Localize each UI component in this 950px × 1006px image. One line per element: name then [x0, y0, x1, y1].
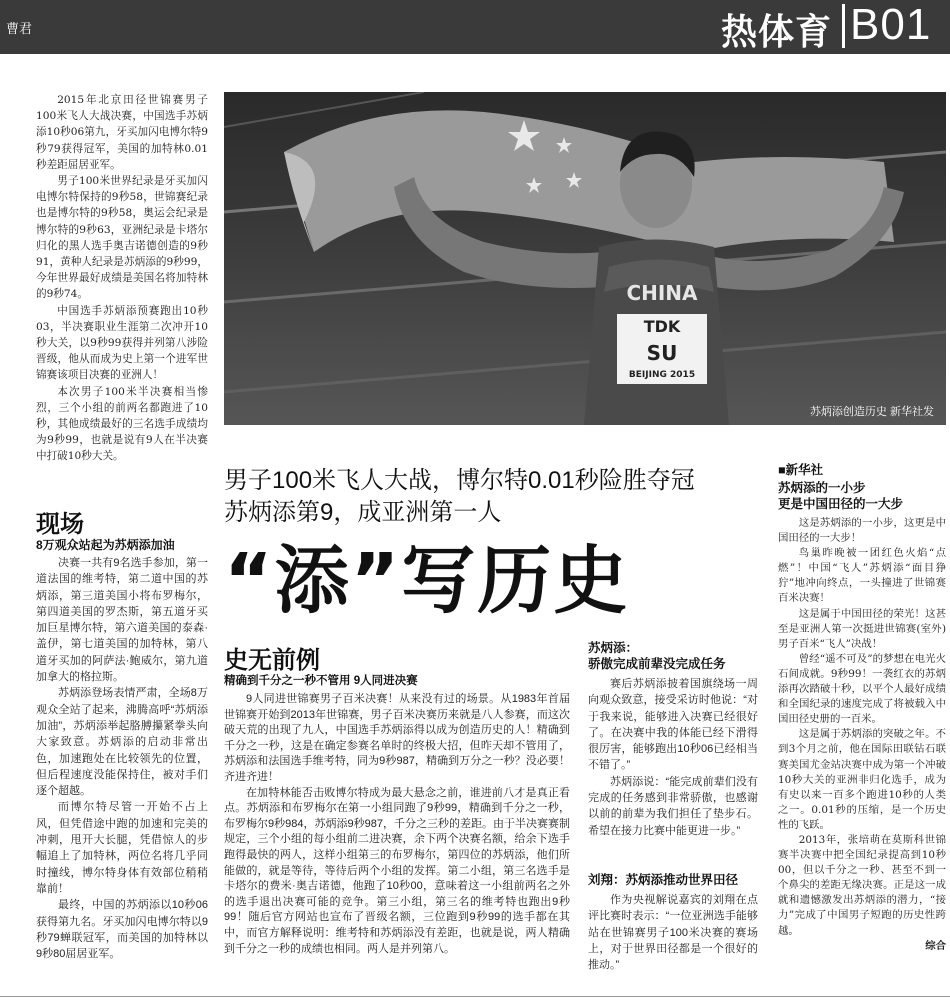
xinhua-para: 这是属于中国田径的荣光！这甚至是亚洲人第一次挺进世锦赛(室外)男子百米“飞人”决战！ [778, 607, 946, 650]
news-photo [224, 92, 946, 425]
bib-sponsor: TDK [643, 317, 681, 336]
xinhua-para: 鸟巢昨晚被一团红色火焰“点燃”！中国“飞人”苏炳添“面目狰狞”地冲向终点，一头撞进了世锦赛百米决赛！ [778, 547, 946, 605]
left-intro-column [36, 92, 208, 465]
su-para: 赛后苏炳添披着国旗绕场一周向观众致意，接受采访时他说：“对于我来说，能够进入决赛已经很好了。在决赛中我的体能已经下滑得很厉害，能够跑出10秒06已经相当不错了。” [588, 678, 758, 772]
xinhua-para: 这是苏炳添的一小步，这更是中国田径的一大步！ [778, 517, 946, 545]
section-title: 热体育 [720, 12, 832, 53]
intro-para: 中国选手苏炳添预赛跑出10秒03，半决赛职业生涯第二次冲开10秒大关，以9秒99获得并列第八涉险晋级，他从而成为史上第一个进军世锦赛该项目决赛的亚洲人！ [36, 304, 208, 382]
xinhua-tag: ■新华社 [778, 463, 824, 477]
scene-para: 而博尔特尽管一开始不占上风，但凭借途中跑的加速和完美的冲刺，甩开大长腿，凭借惊人的步幅追上了加特林，两位名将几乎同时撞线，博尔特身体有效部位稍稍靠前！ [36, 801, 208, 895]
scene-para: 决赛一共有9名选手参加，第一道法国的维考特，第二道中国的苏炳添，第三道美国小将布罗梅尔，第四道美国的罗杰斯，第五道牙买加巨星博尔特，第六道美国的泰森·盖伊，第七道美国的加特林，第八道牙买加的阿萨法·鲍威尔，第九道加拿大的格拉斯。 [36, 557, 208, 684]
liu-para: 作为央视解说嘉宾的刘翔在点评比赛时表示：“一位亚洲选手能够站在世锦赛男子100米决赛的赛场上，对于世界田径都是一个很好的推动。” [588, 894, 758, 972]
athlete-photo-illustration [224, 92, 946, 425]
history-para: 9人同进世锦赛男子百米决赛！从来没有过的场景。从1983年首届世锦赛开始到2013年世锦赛，男子百米决赛历来就是八人参赛，而这次破天荒的出现了九人，中国选手苏炳添得以成为创造历史的人！精确到千分之一秒，这是在确定参赛名单时的终极大招，但昨天却不管用了，苏炳添和法国选手维考特，同为9秒987，精确到万分之一秒？没必要！齐进齐进！ [224, 693, 570, 783]
header-separator [842, 4, 845, 48]
jersey-country: CHINA [626, 281, 698, 305]
headline-kicker-2: 苏炳添第9，成亚洲第一人 [224, 499, 502, 526]
main-headline: “添”写历史 [224, 538, 630, 624]
scene-para: 最终，中国的苏炳添以10秒06获得第九名。牙买加闪电博尔特以9秒79蝉联冠军，而美国的加特林以9秒80屈居亚军。 [36, 899, 208, 961]
bib-name: SU [646, 341, 678, 365]
su-body [588, 676, 758, 839]
history-para: 在加特林能否击败博尔特成为最大悬念之前，谁进前八才是真正看点。苏炳添和布罗梅尔在第一小组同跑了9秒99，精确到千分之一秒，布罗梅尔9秒984，苏炳添9秒987，千分之三秒的差距。由于半决赛赛制规定，三个小组的每小组前二进决赛，余下两个决赛名额，给余下选手跑得最快的两人，这样小组第三的布罗梅尔，第四位的苏炳添，他们所能做的，就是等待，等待后两个小组的发挥。第二小组，第三名选手是卡塔尔的费米·奥吉诺德，他跑了10秒00，意味着这一小组前两名之外的选手退出决赛可能的竞争。第三小组，第三名的维考特也跑出9秒99！随后官方网站也宣布了晋级名额，三位跑到9秒99的选手都在其中，而官方解释说明：维考特和苏炳添没有差距，也就是说，两人精确到千分之一秒的成绩也相同。两人是并列第八。 [224, 786, 570, 955]
history-subtitle: 精确到千分之一秒不管用 9人同进决赛 [224, 675, 418, 687]
scene-para: 苏炳添登场表情严肃，全场8万观众全站了起来，沸腾高呼“苏炳添加油”，苏炳添举起胳膊攥紧拳头向大家致意。苏炳添的启动非常出色，加速跑处在比较领先的位置，但后程速度没能保持住，被对手们逐个超越。 [36, 687, 208, 798]
intro-para: 男子100米世界纪录是牙买加闪电博尔特保持的9秒58，世锦赛纪录也是博尔特的9秒58，奥运会纪录是博尔特的9秒63，亚洲纪录是卡塔尔归化的黑人选手奥吉诺德创造的9秒91，黄种人纪录是苏炳添的9秒99，今年世界最好成绩是美国名将加特林的9秒74。 [36, 175, 208, 301]
su-para: 苏炳添说：“能完成前辈们没有完成的任务感到非常骄傲，也感谢以前的前辈为我们担任了垫步石。希望在接力比赛中能更进一步。” [588, 775, 758, 837]
scene-title: 现场 [36, 510, 84, 538]
liu-head: 刘翔：苏炳添推动世界田径 [588, 873, 739, 887]
scene-body [36, 555, 208, 962]
bottom-rule [0, 996, 950, 997]
su-head-2: 骄傲完成前辈没完成任务 [588, 657, 726, 671]
bib-event: BEIJING 2015 [628, 370, 696, 380]
intro-para: 本次男子100米半决赛相当惨烈，三个小组的前两名都跑进了10秒，其他成绩最好的三名选手成绩均为9秒99，也就是说有9人在半决赛中打破10秒大关。 [36, 385, 208, 463]
xinhua-body [778, 516, 946, 954]
photo-caption: 苏炳添创造历史 新华社发 [809, 406, 934, 418]
headline-kicker-1: 男子100米飞人大战，博尔特0.01秒险胜夺冠 [224, 467, 695, 494]
xinhua-head-2: 更是中国田径的一大步 [778, 497, 904, 511]
header-editor-label: 曹君 [6, 21, 33, 36]
xinhua-signoff: 综合 [925, 939, 946, 952]
xinhua-para: 曾经“遥不可及”的梦想在电光火石间成就。9秒99！一袭红衣的苏炳添再次踏破十秒，以平个人最好成绩和全国纪录的速度完成了将被载入中国田径史册的一百米。 [778, 652, 946, 726]
scene-subtitle: 8万观众站起为苏炳添加油 [36, 538, 175, 552]
page-number: B01 [850, 0, 932, 49]
history-body [224, 692, 570, 957]
liu-body [588, 892, 758, 973]
su-head-1: 苏炳添： [588, 641, 639, 655]
intro-para: 2015年北京田径世锦赛男子100米飞人大战决赛，中国选手苏炳添10秒06第九，牙买加闪电博尔特9秒79获得冠军，美国的加特林0.01秒差距屈居亚军。 [36, 94, 208, 171]
xinhua-para: 这是属于苏炳添的突破之年。不到3个月之前，他在国际田联钻石联赛美国尤金站决赛中成为第一个冲破10秒大关的亚洲非归化选手，成为有史以来一百多个跑进10秒的人类之一。0.01秒的压缩，是一个历史性的飞跃。 [778, 728, 946, 831]
history-title: 史无前例 [224, 646, 320, 674]
xinhua-head-1: 苏炳添的一小步 [778, 481, 866, 495]
xinhua-para: 2013年，张培萌在莫斯科世锦赛半决赛中把全国纪录提高到10秒00，但以千分之一秒、甚至不到一个鼻尖的差距无缘决赛。正是这一成就和遗憾激发出苏炳添的潜力，“接力”完成了中国男子短跑的历史性跨越。 [778, 833, 946, 937]
